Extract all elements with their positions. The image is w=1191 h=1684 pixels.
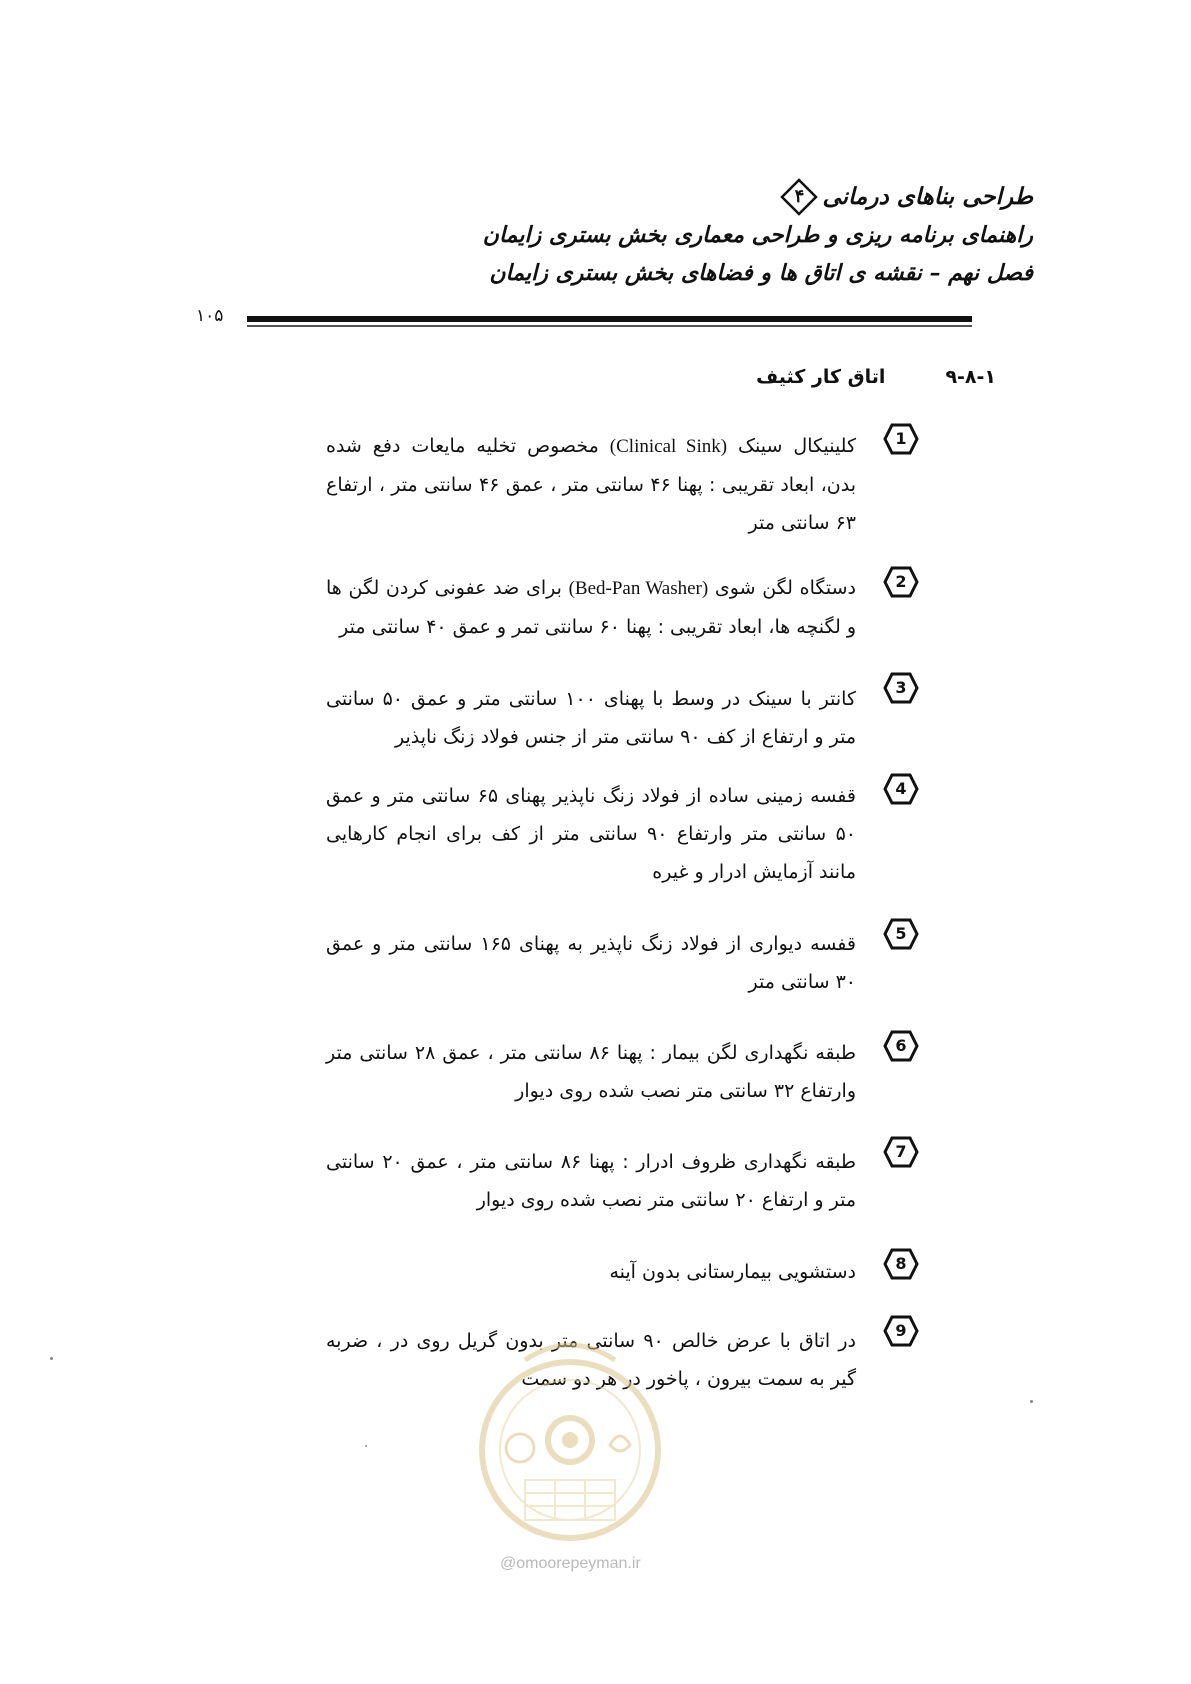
item-number-badge-icon xyxy=(883,773,919,805)
list-item xyxy=(326,1034,856,1110)
book-subtitle: راهنمای برنامه ریزی و طراحی معماری بخش بستری زایمان xyxy=(482,222,1033,248)
item-number: 7 xyxy=(895,1142,907,1161)
list-item xyxy=(326,1253,856,1291)
item-text: طبقه نگهداری ظروف ادرار : پهنا ۸۶ سانتی متر ، عمق ۲۰ سانتی متر و ارتفاع ۲۰ سانتی متر نصب شده روی دیوار xyxy=(326,1151,856,1211)
scan-speck xyxy=(50,1357,53,1360)
item-text: در اتاق با عرض خالص ۹۰ سانتی متر بدون گریل روی در ، ضربه گیر به سمت بیرون ، پاخور در هر دو سمت xyxy=(326,1330,856,1390)
list-item xyxy=(326,569,856,646)
item-number: 1 xyxy=(895,429,907,448)
item-number: 6 xyxy=(895,1036,907,1055)
item-number: 8 xyxy=(895,1254,907,1273)
book-title: طراحی بناهای درمانی xyxy=(822,183,1033,210)
page-number: ۱۰۵ xyxy=(196,306,224,326)
item-text: قفسه زمینی ساده از فولاد زنگ ناپذیر پهنای ۶۵ سانتی متر و عمق ۵۰ سانتی متر وارتفاع ۹۰ سانتی متر از کف برای انجام کارهایی مانند آزمایش ادرار و غیره xyxy=(326,785,857,883)
scan-speck xyxy=(1030,1400,1033,1403)
list-item xyxy=(326,427,856,542)
chapter-title: فصل نهم – نقشه ی اتاق ها و فضاهای بخش بستری زایمان xyxy=(489,260,1033,286)
volume-number: ۴ xyxy=(794,186,805,207)
item-number-badge-icon xyxy=(883,918,919,950)
item-number: 2 xyxy=(895,572,907,591)
list-item xyxy=(326,1143,856,1219)
section-number: ۹-۸-۱ xyxy=(945,366,996,388)
item-latin-term: (Bed-Pan Washer) xyxy=(568,578,709,599)
item-text-cont: برای ضد عفونی کردن لگن ها و لگنچه ها، ابعاد تقریبی : پهنا ۶۰ سانتی تمر و عمق ۴۰ سانتی متر xyxy=(326,577,856,638)
item-number: 3 xyxy=(895,678,907,697)
item-number-badge-icon xyxy=(883,1136,919,1168)
item-number: 9 xyxy=(895,1321,907,1340)
item-number-badge-icon xyxy=(883,1030,919,1062)
item-text: قفسه دیواری از فولاد زنگ ناپذیر به پهنای ۱۶۵ سانتی متر و عمق ۳۰ سانتی متر xyxy=(326,933,856,993)
section-title: اتاق کار کثیف xyxy=(756,366,886,388)
item-text: دستگاه لگن شوی xyxy=(708,577,856,599)
item-number-badge-icon xyxy=(883,566,919,598)
item-number: 4 xyxy=(895,779,907,798)
item-text-cont: مخصوص تخلیه مایعات دفع شده بدن، ابعاد تقریبی : پهنا ۴۶ سانتی متر ، عمق ۴۶ سانتی متر ، ارتفاع ۶۳ سانتی متر xyxy=(326,435,856,534)
item-latin-term: (Clinical Sink) xyxy=(609,436,728,457)
item-number-badge-icon xyxy=(883,423,919,455)
item-text: کلینیکال سینک xyxy=(727,435,857,457)
scan-speck xyxy=(365,1445,367,1447)
list-item xyxy=(326,925,856,1001)
watermark-text: @omoorepeyman.ir xyxy=(500,1555,641,1572)
item-text: طبقه نگهداری لگن بیمار : پهنا ۸۶ سانتی متر ، عمق ۲۸ سانتی متر وارتفاع ۳۲ سانتی متر نصب شده روی دیوار xyxy=(326,1042,856,1102)
watermark-logo-icon xyxy=(470,1330,670,1550)
item-number-badge-icon xyxy=(883,1248,919,1280)
item-text: کانتر با سینک در وسط با پهنای ۱۰۰ سانتی متر و عمق ۵۰ سانتی متر و ارتفاع از کف ۹۰ سانتی متر از جنس فولاد زنگ ناپذیر xyxy=(326,688,856,748)
list-item xyxy=(326,680,856,756)
item-text: دستشویی بیمارستانی بدون آینه xyxy=(609,1261,856,1283)
item-number: 5 xyxy=(895,924,907,943)
item-number-badge-icon xyxy=(883,672,919,704)
list-item xyxy=(326,777,856,891)
item-number-badge-icon xyxy=(883,1315,919,1347)
